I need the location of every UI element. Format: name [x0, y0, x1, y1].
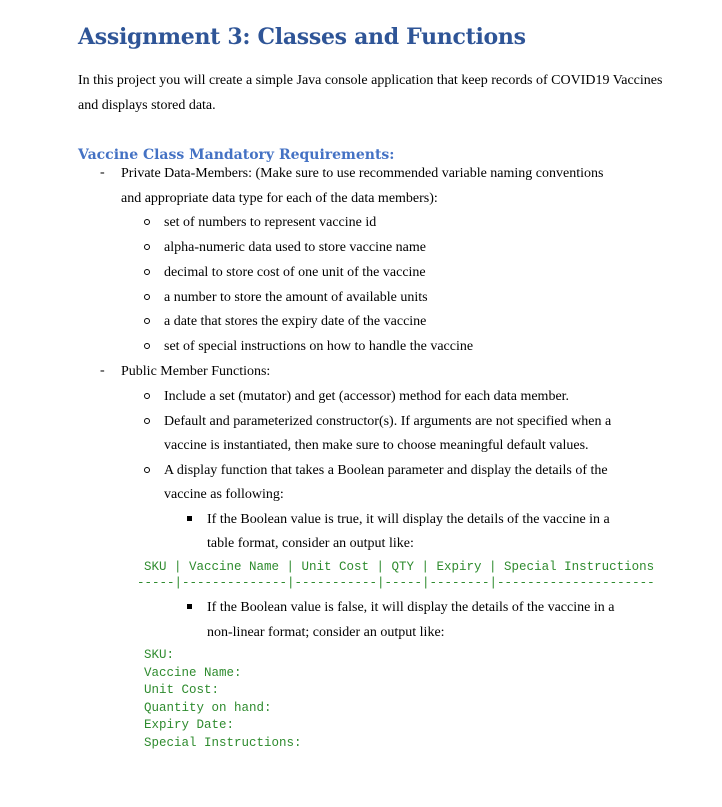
dash-bullet: - [100, 165, 105, 180]
false-case-text-cont: non-linear format; consider an output like: [207, 625, 445, 640]
public-item: A display function that takes a Boolean parameter and display the details of the [164, 463, 608, 478]
true-case-text-cont: table format, consider an output like: [207, 536, 414, 551]
public-item-cont: vaccine as following: [164, 487, 284, 502]
section-heading: Vaccine Class Mandatory Requirements: [78, 147, 395, 163]
nonlinear-line-qty: Quantity on hand: [144, 701, 272, 715]
square-bullet-icon [187, 516, 192, 521]
circle-bullet-icon [144, 244, 150, 250]
private-item: decimal to store cost of one unit of the vaccine [164, 265, 426, 280]
circle-bullet-icon [144, 393, 150, 399]
table-divider-code: -----|--------------|-----------|-----|--------|--------------------- [137, 576, 655, 590]
true-case-text: If the Boolean value is true, it will display the details of the vaccine in a [207, 512, 610, 527]
circle-bullet-icon [144, 269, 150, 275]
table-header-code: SKU | Vaccine Name | Unit Cost | QTY | Expiry | Special Instructions [144, 560, 655, 574]
circle-bullet-icon [144, 343, 150, 349]
private-members-label: Private Data-Members: (Make sure to use recommended variable naming conventions [121, 166, 604, 181]
private-members-label-cont: and appropriate data type for each of the data members): [121, 191, 438, 206]
public-item: Default and parameterized constructor(s). If arguments are not specified when a [164, 414, 612, 429]
circle-bullet-icon [144, 418, 150, 424]
nonlinear-line-expiry: Expiry Date: [144, 718, 235, 732]
nonlinear-line-sku: SKU: [144, 648, 175, 662]
nonlinear-line-name: Vaccine Name: [144, 666, 242, 680]
public-item: Include a set (mutator) and get (accessor) method for each data member. [164, 389, 570, 404]
dash-bullet: - [100, 363, 105, 378]
private-item: a date that stores the expiry date of the vaccine [164, 314, 427, 329]
square-bullet-icon [187, 604, 192, 609]
circle-bullet-icon [144, 318, 150, 324]
intro-paragraph: In this project you will create a simple Java console application that keep records of COVID19 Vaccines and displays stored data. [78, 73, 663, 113]
private-item: set of special instructions on how to handle the vaccine [164, 339, 474, 354]
public-functions-label: Public Member Functions: [121, 364, 271, 379]
nonlinear-line-cost: Unit Cost: [144, 683, 220, 697]
circle-bullet-icon [144, 219, 150, 225]
page-title: Assignment 3: Classes and Functions [78, 24, 526, 50]
private-item: alpha-numeric data used to store vaccine name [164, 240, 426, 255]
circle-bullet-icon [144, 294, 150, 300]
circle-bullet-icon [144, 467, 150, 473]
false-case-text: If the Boolean value is false, it will display the details of the vaccine in a [207, 600, 615, 615]
nonlinear-line-instructions: Special Instructions: [144, 736, 302, 750]
public-item-cont: vaccine is instantiated, then make sure to choose meaningful default values. [164, 438, 589, 453]
private-item: a number to store the amount of available units [164, 290, 428, 305]
private-item: set of numbers to represent vaccine id [164, 215, 377, 230]
